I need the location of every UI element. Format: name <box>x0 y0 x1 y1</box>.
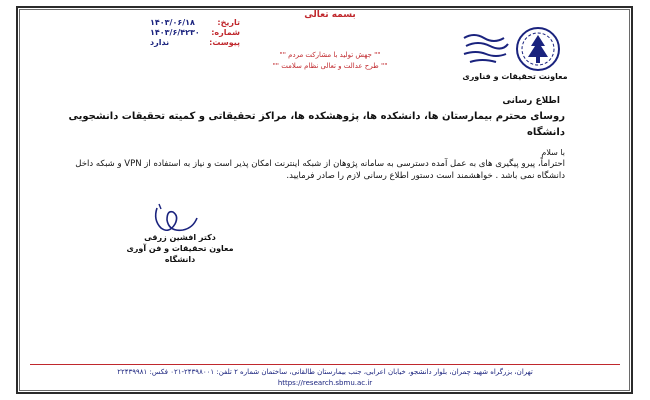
attachment-label: پیوست: <box>209 38 240 47</box>
number-value: ۱۴۰۳/۶/۴۲۳۰ <box>150 28 200 37</box>
date-value: ۱۴۰۳/۰۶/۱۸ <box>150 18 195 27</box>
date-row <box>150 18 240 28</box>
university-name-calligraphy-icon <box>460 30 512 70</box>
footer-divider <box>30 364 620 365</box>
letter-body: احتراماً، پیرو پیگیری های به عمل آمده دسترسی به سامانه پژوهان از شبکه اینترنت امکان پذیر است و نیاز به استفاده از VPN و شبکه داخل دانشگاه نمی باشد . خواهشمند است دستور اطلاع رسانی لازم را صادر فرمایید. <box>75 159 565 181</box>
footer-address: تهران، بزرگراه شهید چمران، بلوار دانشجو، خیابان اعرابی، جنب بیمارستان طالقانی، ساختمان شماره ۲ تلفن: ۲۴۳۹۸۰۰۱-۰۲۱ فکس: ۲۲۴۳۹۹۸۱ <box>117 368 533 376</box>
signer-title: معاون تحقیقات و فن آوری دانشگاه <box>126 244 234 264</box>
slogans <box>245 50 415 72</box>
university-logo-icon <box>515 26 561 72</box>
date-label: تاریخ: <box>217 18 240 27</box>
signer-name: دکتر افشین زرقی <box>144 233 216 242</box>
signer-block <box>120 232 240 265</box>
letter-greeting: با سلام <box>541 148 565 157</box>
attachment-value: ندارد <box>150 38 170 47</box>
attachment-row <box>150 38 240 48</box>
slogan-justice: "" طرح عدالت و تعالی نظام سلامت "" <box>272 62 388 70</box>
letter-meta <box>150 18 240 48</box>
bismillah-heading: بسمه تعالی <box>304 10 356 20</box>
letter-subject: اطلاع رسانی <box>502 96 560 106</box>
letter-recipients: روسای محترم بیمارستان ها، دانشکده ها، پژوهشکده ها، مراکز تحقیقاتی و کمیته تحقیقات دانشجویی دانشگاه <box>68 111 565 138</box>
number-label: شماره: <box>211 28 240 37</box>
deputy-title: معاونت تحقیقات و فناوری <box>462 72 568 81</box>
footer-website-link[interactable]: https://research.sbmu.ac.ir <box>277 379 373 387</box>
number-row <box>150 28 240 38</box>
slogan-production: "" جهش تولید با مشارکت مردم "" <box>279 51 381 59</box>
